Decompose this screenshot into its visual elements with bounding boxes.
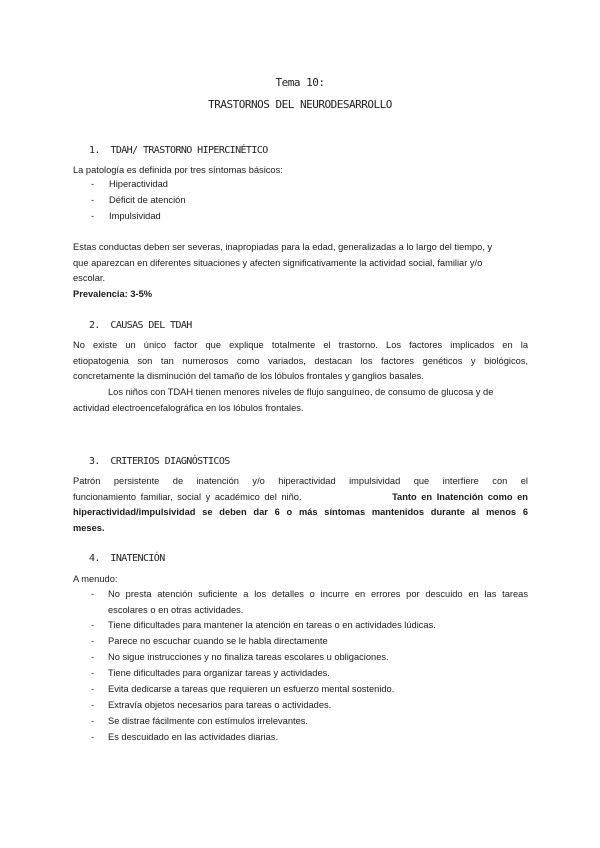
bullet-dash: -: [91, 684, 95, 694]
bullet-dash: -: [91, 636, 95, 646]
section-2-paragraph-2: [73, 385, 528, 416]
paragraph-line: concretamente la disminución del tamaño de los lóbulos frontales y ganglios basales.: [73, 371, 424, 381]
document-title: Tema 10:: [275, 76, 325, 89]
section-number: 2.: [89, 320, 100, 331]
list-item: No sigue instrucciones y no finaliza tareas escolares u obligaciones.: [108, 652, 389, 662]
list-item: Tiene dificultades para organizar tareas y actividades.: [108, 668, 330, 678]
paragraph-line: etiopatogenia son tan numerosos como variados, destacan los factores genéticos y biológicos,: [73, 355, 528, 366]
list-item-line: No presta atención suficiente a los detalles o incurre en errores por descuido en las tareas: [108, 589, 528, 599]
paragraph-line: Los niños con TDAH tienen menores niveles de flujo sanguíneo, de consumo de glucosa y de: [108, 387, 494, 397]
bullet-dash: -: [91, 716, 95, 726]
section-1-paragraph: [73, 240, 543, 287]
section-3-heading: [89, 456, 230, 467]
section-number: 3.: [89, 456, 100, 467]
document-subtitle: TRASTORNOS DEL NEURODESARROLLO: [208, 98, 392, 111]
bullet-dash: -: [91, 195, 95, 205]
bullet-dash: -: [91, 589, 95, 599]
bullet-dash: -: [91, 211, 95, 221]
section-title: TDAH/ TRASTORNO HIPERCINÉTICO: [110, 145, 268, 156]
paragraph-line-bold: hiperactividad/impulsividad se deben dar 6 o más síntomas mantenidos durante al menos 6: [73, 507, 528, 517]
list-item: Hiperactividad: [109, 179, 168, 189]
text-run-bold: Tanto en Inatención como en: [392, 491, 528, 502]
section-1-intro: La patología es definida por tres síntomas básicos:: [73, 165, 283, 175]
section-title: CRITERIOS DIAGNÓSTICOS: [110, 456, 230, 467]
section-3-paragraph: [73, 474, 528, 536]
list-item: [108, 587, 528, 618]
section-number: 4.: [89, 553, 100, 564]
section-4-intro: A menudo:: [73, 574, 118, 584]
list-item: Es descuidado en las actividades diarias.: [108, 732, 279, 742]
text-run: funcionamiento familiar, social y académico del niño.: [73, 491, 302, 502]
paragraph-line-bold: meses.: [73, 522, 105, 533]
bullet-dash: -: [91, 179, 95, 189]
paragraph-line: actividad electroencefalográfica en los lóbulos frontales.: [73, 402, 304, 413]
bullet-dash: -: [91, 700, 95, 710]
prevalence: Prevalencia: 3-5%: [73, 289, 153, 299]
list-item: Impulsividad: [109, 211, 161, 221]
paragraph-line: [73, 490, 528, 506]
paragraph-line: Estas conductas deben ser severas, inapropiadas para la edad, generalizadas a lo largo del tiempo, y: [73, 242, 493, 252]
bullet-dash: -: [91, 732, 95, 742]
section-2-heading: [89, 320, 192, 331]
paragraph-line: escolar.: [73, 273, 106, 283]
list-item-line: escolares o en otras actividades.: [108, 604, 244, 615]
bullet-dash: -: [91, 620, 95, 630]
section-1-heading: [89, 145, 268, 156]
section-title: CAUSAS DEL TDAH: [110, 320, 192, 331]
bullet-dash: -: [91, 668, 95, 678]
paragraph-line: que aparezcan en diferentes situaciones y afecten significativamente la actividad social, familiar y/o: [73, 257, 483, 268]
section-4-heading: [89, 553, 165, 564]
list-item: Tiene dificultades para mantener la atención en tareas o en actividades lúdicas.: [108, 620, 436, 630]
list-item: Extravía objetos necesarios para tareas o actividades.: [108, 700, 332, 710]
section-number: 1.: [89, 145, 100, 156]
section-title: INATENCIÓN: [110, 553, 165, 564]
paragraph-line: No existe un único factor que explique totalmente el trastorno. Los factores implicados en la: [73, 340, 528, 350]
list-item: Parece no escuchar cuando se le habla directamente: [108, 636, 328, 646]
bullet-dash: -: [91, 652, 95, 662]
list-item: Déficit de atención: [109, 195, 186, 205]
list-item: Evita dedicarse a tareas que requieren un esfuerzo mental sostenido.: [108, 684, 395, 694]
section-2-paragraph-1: [73, 338, 528, 385]
list-item: Se distrae fácilmente con estímulos irrelevantes.: [108, 716, 308, 726]
paragraph-line: Patrón persistente de inatención y/o hiperactividad impulsividad que interfiere con el: [73, 476, 528, 486]
